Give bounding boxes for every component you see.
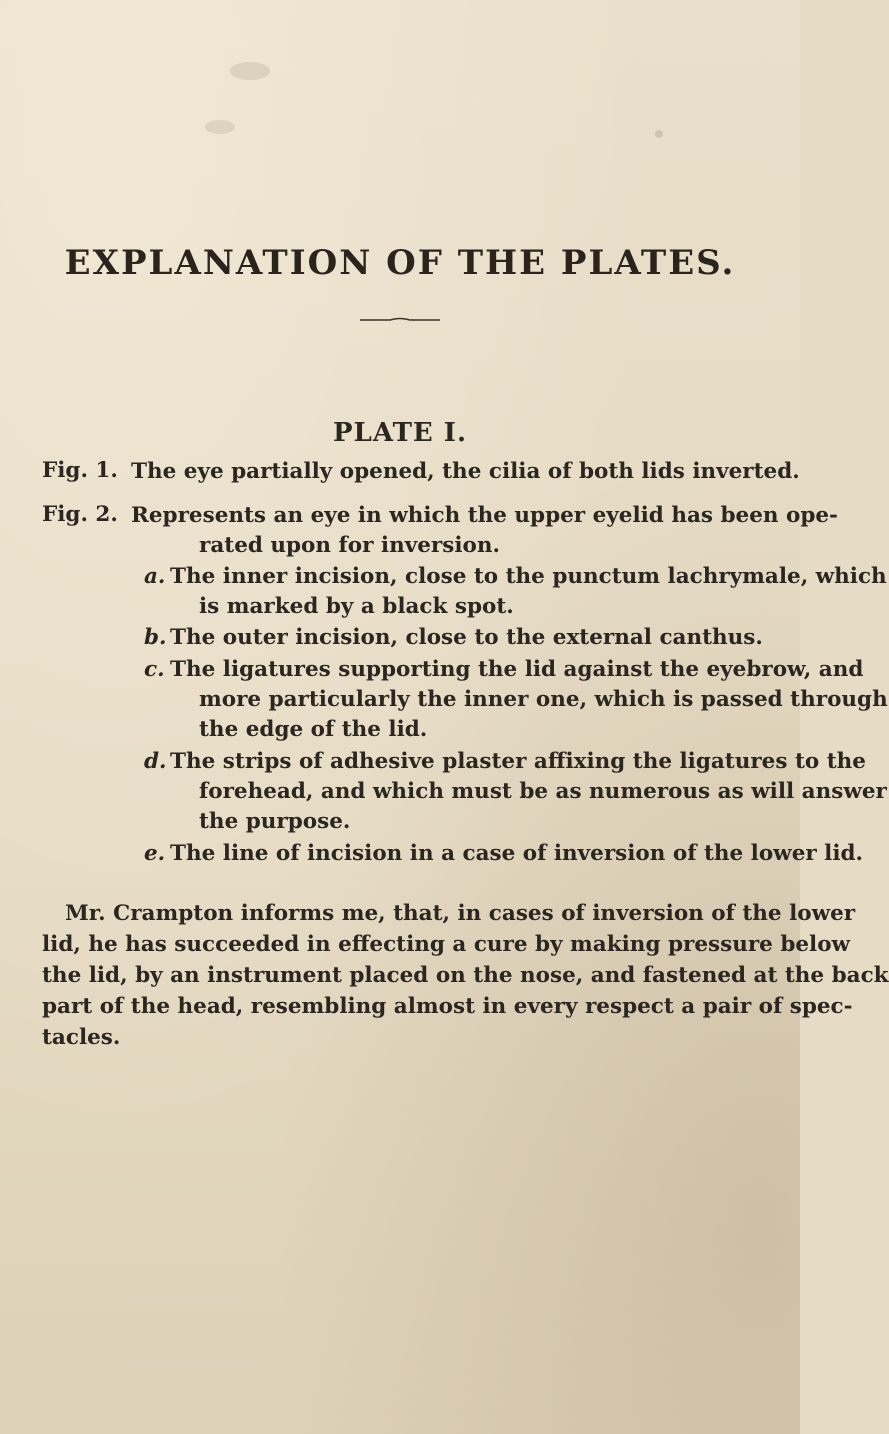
decorative-rule [360, 317, 440, 323]
paper-stain [205, 120, 235, 134]
fig-2-label: Fig. 2. [42, 502, 118, 527]
item-c-line-1: The ligatures supporting the lid against the eyebrow, and [170, 657, 864, 682]
item-d-line-3: the purpose. [199, 809, 351, 834]
item-c-letter: c. [144, 657, 165, 682]
item-a-line-1: The inner incision, close to the punctum lachrymale, which [170, 564, 887, 589]
fig-1-label: Fig. 1. [42, 458, 118, 483]
item-d-line-2: forehead, and which must be as numerous as will answer [199, 779, 887, 804]
item-c-line-2: more particularly the inner one, which is passed through [199, 687, 888, 712]
paragraph-line-3: the lid, by an instrument placed on the nose, and fastened at the back [42, 963, 889, 988]
fig-2-text-line-1: Represents an eye in which the upper eyelid has been ope- [131, 503, 838, 528]
paper-stain [655, 130, 663, 138]
paragraph-line-4: part of the head, resembling almost in every respect a pair of spec- [42, 994, 853, 1019]
item-b-line-1: The outer incision, close to the external canthus. [170, 625, 763, 650]
fig-2-text-line-2: rated upon for inversion. [199, 533, 500, 558]
page-title: EXPLANATION OF THE PLATES. [64, 243, 736, 283]
paper-stain [230, 62, 270, 80]
item-a-letter: a. [144, 564, 166, 589]
paragraph-line-2: lid, he has succeeded in effecting a cure by making pressure below [42, 932, 851, 957]
item-e-line-1: The line of incision in a case of inversion of the lower lid. [170, 841, 864, 866]
item-d-line-1: The strips of adhesive plaster affixing the ligatures to the [170, 749, 866, 774]
paragraph-line-1: Mr. Crampton informs me, that, in cases of inversion of the lower [65, 901, 856, 926]
paragraph-line-5: tacles. [42, 1025, 121, 1050]
item-a-line-2: is marked by a black spot. [199, 594, 514, 619]
item-e-letter: e. [144, 841, 166, 866]
plate-heading: PLATE I. [332, 418, 467, 448]
item-b-letter: b. [144, 625, 167, 650]
fig-1-text: The eye partially opened, the cilia of both lids inverted. [131, 459, 800, 484]
item-c-line-3: the edge of the lid. [199, 717, 428, 742]
item-d-letter: d. [144, 749, 167, 774]
